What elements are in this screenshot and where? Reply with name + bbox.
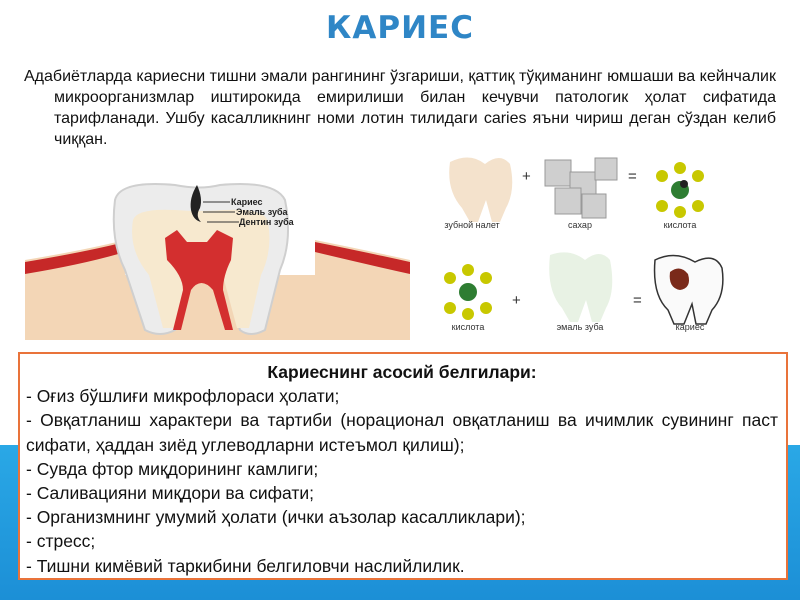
- list-item: - Оғиз бўшлиғи микрофлораси ҳолати;: [26, 386, 340, 407]
- list-item: - Сувда фтор миқдорининг камлиги;: [26, 458, 319, 479]
- caries-formula: [430, 150, 790, 345]
- caption-caries: кариес: [675, 322, 705, 332]
- caption-sugar: сахар: [568, 220, 592, 230]
- page-title: КАРИЕС: [326, 10, 474, 46]
- caption-acid-2: кислота: [451, 322, 485, 332]
- plus-sign-1: +: [522, 168, 531, 185]
- label-caries: Кариес: [231, 197, 263, 207]
- caption-enamel: эмаль зуба: [556, 322, 604, 332]
- label-dentin: Дентин зуба: [239, 217, 294, 227]
- list-item: - Овқатланиш характери ва тартиби (норационал овқатланиш ва ичимлик сувининг паст сифати, ҳаддан зиёд углеводларни истеъмол қилиш);: [26, 410, 778, 455]
- tooth-illustration: [25, 180, 410, 340]
- signs-title: Кариеснинг асосий белгилари:: [267, 362, 537, 382]
- signs-list: [26, 384, 778, 578]
- intro-paragraph: [24, 66, 776, 150]
- intro-text: Адабиётларда кариесни тишни эмали рангининг ўзгариши, қаттиқ тўқиманинг юмшаши ва кейнчалик микроорганизмлар иштирокида емирилиши билан кечувчи патологик ҳолат сифатида тарифланади. Ушбу касалликнинг номи лотин тилидаги caries яъни чириш деган сўздан келиб чиққан.: [24, 68, 776, 148]
- signs-box: [18, 352, 788, 580]
- acid-molecule-icon: [656, 162, 704, 218]
- list-item: - Саливацияни миқдори ва сифати;: [26, 483, 315, 504]
- caption-acid: кислота: [663, 220, 697, 230]
- label-enamel: Эмаль зуба: [236, 207, 288, 217]
- equals-sign-2: =: [633, 292, 642, 309]
- caption-plaque: зубной налет: [444, 220, 500, 230]
- formula-illustration: [430, 150, 790, 345]
- list-item: - Тишни кимёвий таркибини белгиловчи наслийлилик.: [26, 555, 465, 576]
- tooth-diagram: [25, 180, 410, 340]
- equals-sign-1: =: [628, 168, 637, 185]
- list-item: - Организмнинг умумий ҳолати (ички аъзолар касалликлари);: [26, 507, 526, 528]
- list-item: - стресс;: [26, 531, 96, 552]
- plus-sign-2: +: [512, 292, 521, 309]
